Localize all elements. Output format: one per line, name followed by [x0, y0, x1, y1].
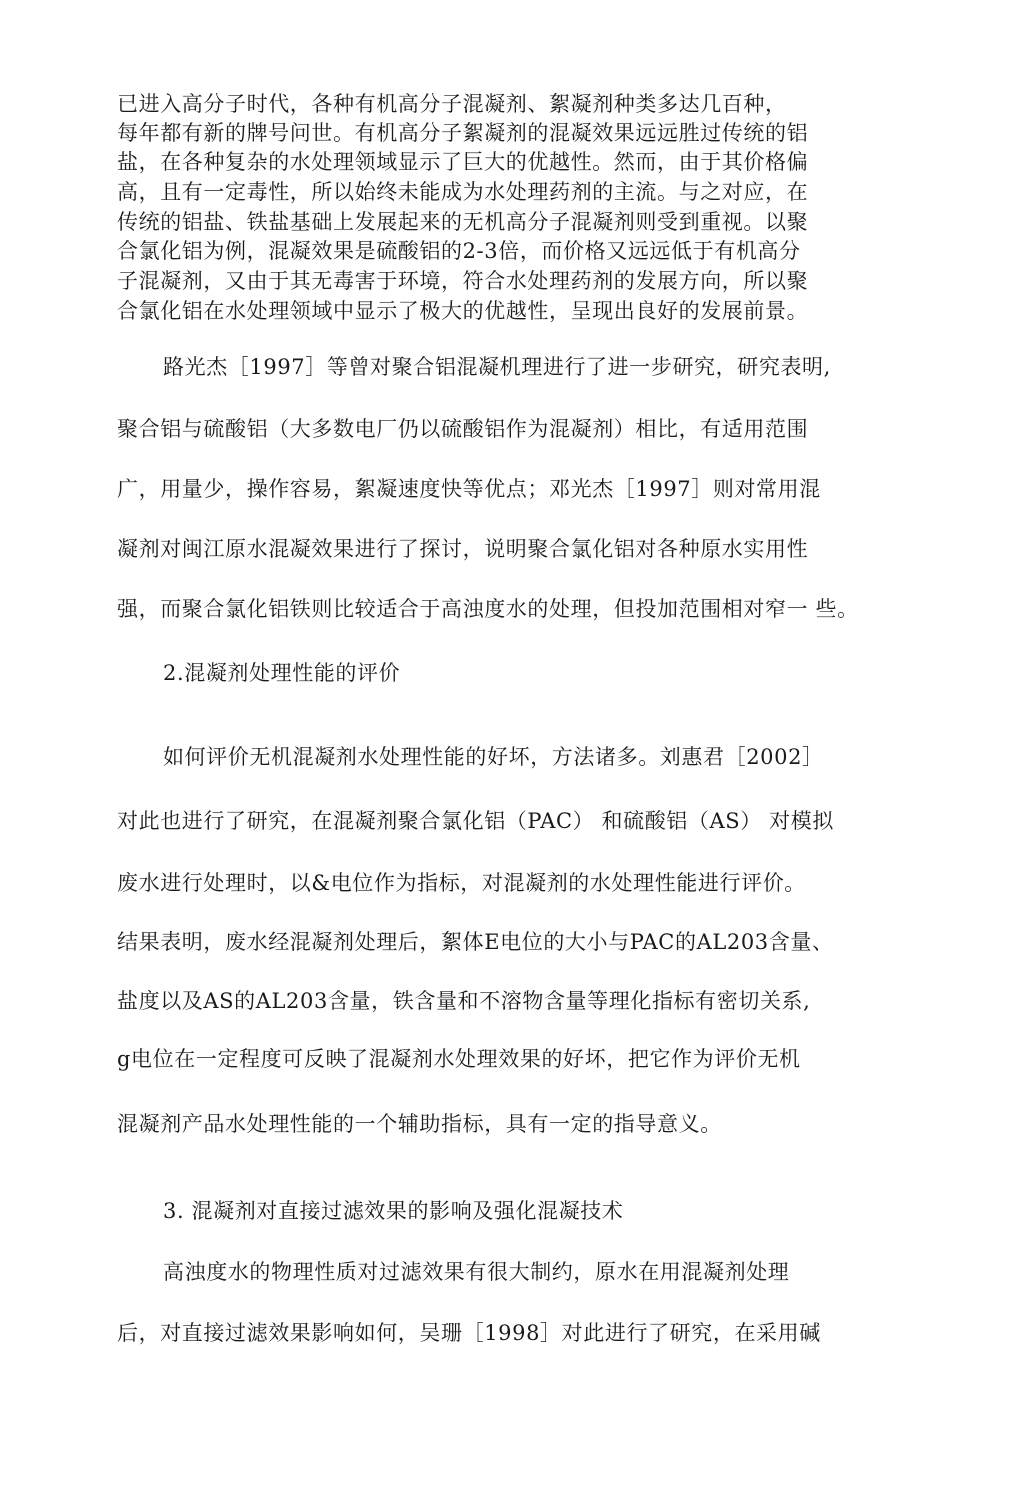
text-line: 对此也进行了研究，在混凝剂聚合氯化铝（PAC） 和硫酸铝（AS） 对模拟 — [117, 809, 834, 833]
section-heading: 3. 混凝剂对直接过滤效果的影响及强化混凝技术 — [163, 1199, 624, 1223]
section-heading: 2.混凝剂处理性能的评价 — [163, 661, 401, 685]
text-line: 广，用量少，操作容易，絮凝速度快等优点；邓光杰［1997］则对常用混 — [117, 477, 821, 501]
text-line: 混凝剂产品水处理性能的一个辅助指标，具有一定的指导意义。 — [117, 1112, 722, 1136]
text-line: 结果表明，废水经混凝剂处理后，絮体E电位的大小与PAC的AL203含量、 — [117, 930, 834, 954]
text-line: 每年都有新的牌号问世。有机高分子絮凝剂的混凝效果远远胜过传统的铝 — [117, 121, 809, 145]
text-line: 合氯化铝在水处理领域中显示了极大的优越性，呈现出良好的发展前景。 — [117, 299, 809, 323]
text-line: 聚合铝与硫酸铝（大多数电厂仍以硫酸铝作为混凝剂）相比，有适用范围 — [117, 417, 809, 441]
text-line: 盐度以及AS的AL203含量，铁含量和不溶物含量等理化指标有密切关系, — [117, 989, 811, 1013]
text-line: 已进入高分子时代，各种有机高分子混凝剂、絮凝剂种类多达几百种， — [117, 92, 787, 116]
text-line: 强，而聚合氯化铝铁则比较适合于高浊度水的处理，但投加范围相对窄一 些。 — [117, 597, 859, 621]
text-line: 盐，在各种复杂的水处理领域显示了巨大的优越性。然而，由于其价格偏 — [117, 150, 809, 174]
text-line: 合氯化铝为例，混凝效果是硫酸铝的2-3倍，而价格又远远低于有机高分 — [117, 239, 801, 263]
text-line: 高，且有一定毒性，所以始终未能成为水处理药剂的主流。与之对应，在 — [117, 180, 809, 204]
text-line: 凝剂对闽江原水混凝效果进行了探讨，说明聚合氯化铝对各种原水实用性 — [117, 537, 809, 561]
text-line: 传统的铝盐、铁盐基础上发展起来的无机高分子混凝剂则受到重视。以聚 — [117, 210, 809, 234]
text-line: 高浊度水的物理性质对过滤效果有很大制约，原水在用混凝剂处理 — [163, 1260, 790, 1284]
text-line: 后，对直接过滤效果影响如何，吴珊［1998］对此进行了研究，在采用碱 — [117, 1321, 821, 1345]
text-line: 如何评价无机混凝剂水处理性能的好坏，方法诸多。刘惠君［2002］ — [163, 745, 824, 769]
text-line: 子混凝剂，又由于其无毒害于环境，符合水处理药剂的发展方向，所以聚 — [117, 269, 809, 293]
text-line: g电位在一定程度可反映了混凝剂水处理效果的好坏，把它作为评价无机 — [117, 1047, 801, 1071]
text-line: 路光杰［1997］等曾对聚合铝混凝机理进行了进一步研究，研究表明, — [163, 355, 831, 379]
text-line: 废水进行处理时，以&电位作为指标，对混凝剂的水处理性能进行评价。 — [117, 871, 806, 895]
